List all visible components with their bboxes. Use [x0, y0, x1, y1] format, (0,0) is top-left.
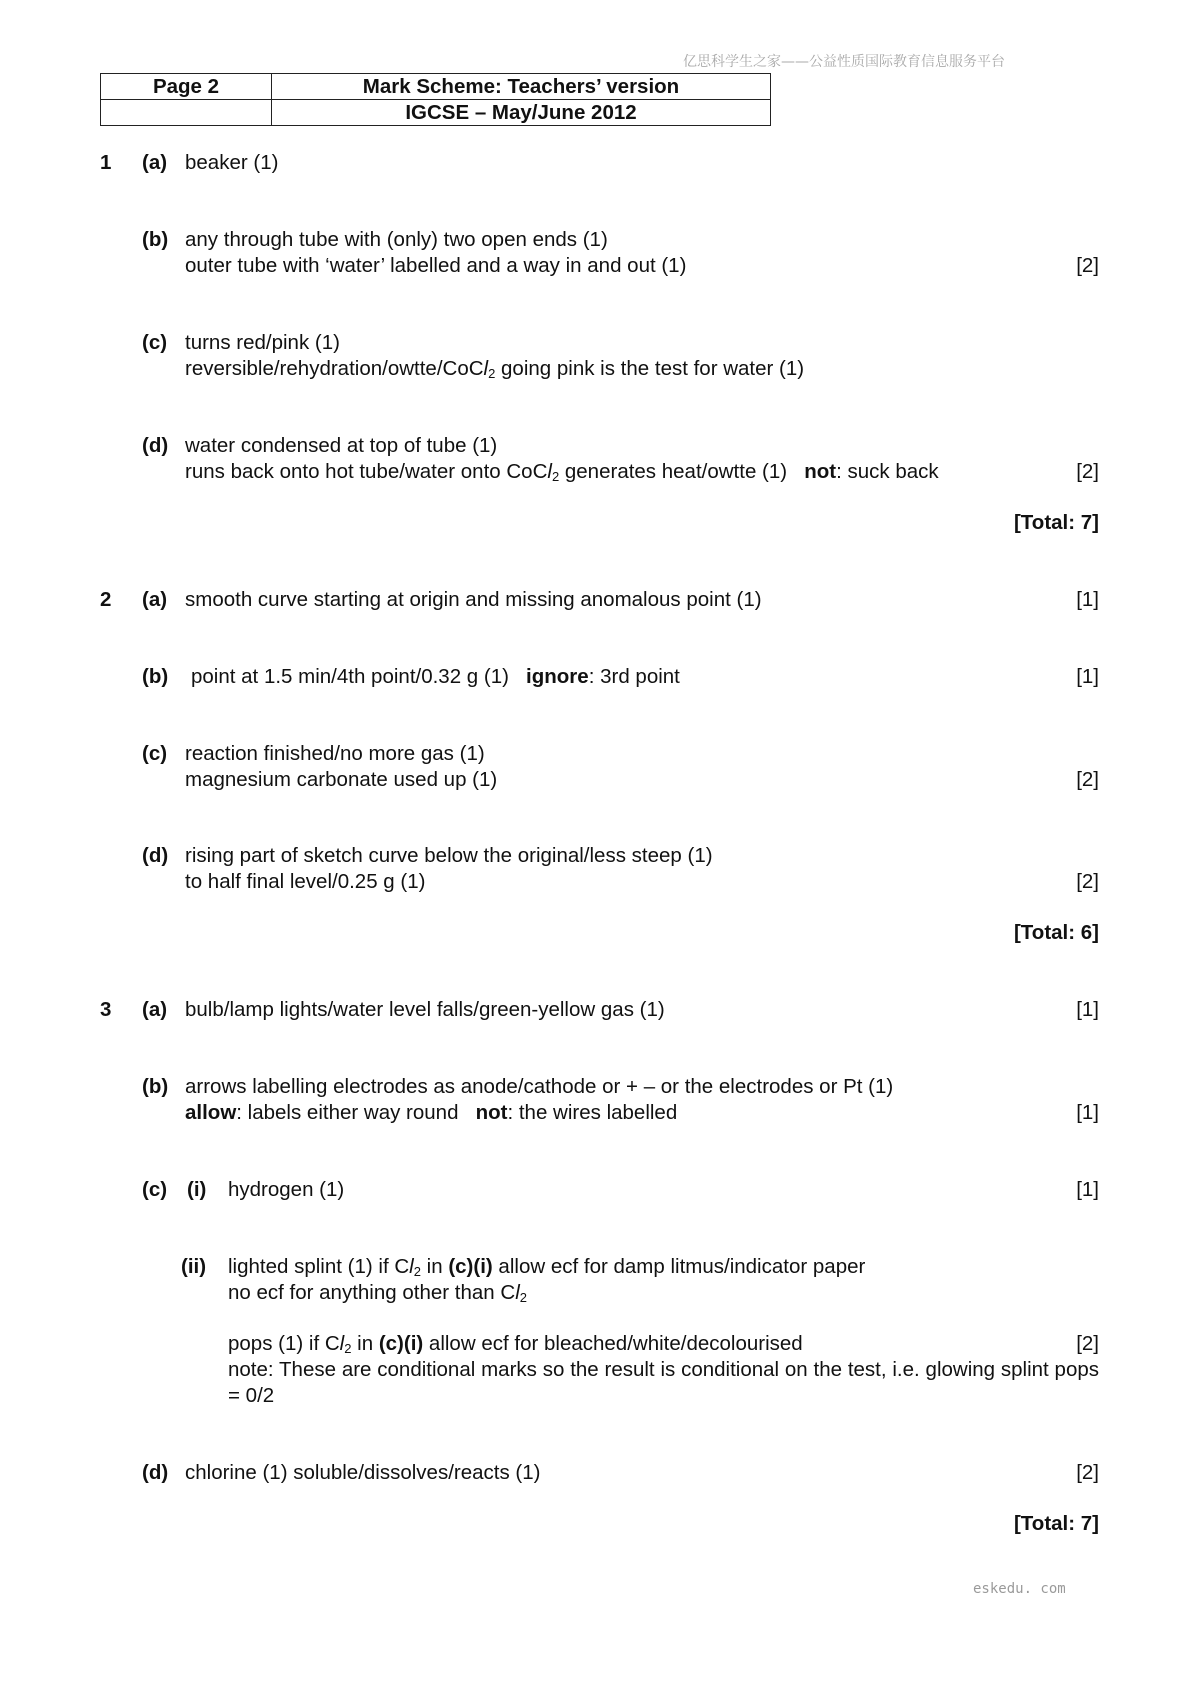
- answer-text: [228, 1280, 527, 1306]
- document-subtitle: IGCSE – May/June 2012: [272, 100, 771, 126]
- answer-text: beaker (1): [185, 151, 279, 174]
- chlorine-symbol-l: l: [339, 1332, 345, 1355]
- mark-allocation: [1]: [1076, 998, 1099, 1021]
- keyword-ignore: ignore: [526, 665, 589, 688]
- answer-text: smooth curve starting at origin and missing anomalous point (1): [185, 588, 762, 611]
- text-fragment: pops (1) if C: [228, 1332, 340, 1355]
- part-label: (b): [142, 665, 169, 688]
- answer-text: outer tube with ‘water’ labelled and a way in and out (1): [185, 254, 687, 277]
- mark-allocation: [2]: [1076, 254, 1099, 277]
- part-label: (c): [142, 331, 168, 354]
- page-number: Page 2: [101, 74, 272, 100]
- answer-text: arrows labelling electrodes as anode/cathode or + – or the electrodes or Pt (1): [185, 1075, 894, 1098]
- chlorine-symbol-l: l: [483, 357, 489, 380]
- mark-allocation: [1]: [1076, 588, 1099, 611]
- watermark-top: 亿思科学生之家——公益性质国际教育信息服务平台: [683, 54, 1005, 70]
- part-label: (a): [142, 588, 168, 611]
- answer-text: turns red/pink (1): [185, 331, 340, 354]
- subscript: 2: [519, 1290, 527, 1305]
- answer-text: [185, 356, 804, 382]
- text-fragment: reversible/rehydration/owtte/CoC: [185, 357, 484, 380]
- answer-text: hydrogen (1): [228, 1178, 345, 1201]
- text-fragment: : 3rd point: [588, 665, 680, 688]
- text-fragment: : the wires labelled: [507, 1101, 678, 1124]
- conditional-note: note: These are conditional marks so the result is conditional on the test, i.e. glowing splint pops = 0/2: [228, 1358, 1099, 1407]
- text-fragment: runs back onto hot tube/water onto CoC: [185, 460, 548, 483]
- mark-allocation: [2]: [1076, 870, 1099, 893]
- question-total: [Total: 7]: [1013, 1512, 1099, 1535]
- mark-allocation: [2]: [1076, 460, 1099, 483]
- keyword-allow: allow: [185, 1101, 237, 1124]
- text-fragment: : labels either way round: [236, 1101, 459, 1124]
- text-fragment: allow ecf for bleached/white/decolourised: [423, 1332, 803, 1355]
- subscript: 2: [551, 469, 560, 484]
- text-fragment: generates heat/owtte (1): [559, 460, 788, 483]
- answer-text: [191, 664, 680, 690]
- cross-reference: (c)(i): [378, 1332, 424, 1355]
- question-number: 3: [100, 998, 112, 1021]
- mark-allocation: [2]: [1076, 1332, 1099, 1355]
- text-fragment: going pink is the test for water (1): [495, 357, 805, 380]
- chlorine-symbol-l: l: [409, 1255, 414, 1278]
- part-label: (a): [142, 151, 168, 174]
- subpart-label: (ii): [181, 1255, 207, 1278]
- subscript: 2: [488, 366, 496, 381]
- header-empty-cell: [101, 100, 272, 126]
- mark-allocation: [2]: [1076, 768, 1099, 791]
- mark-allocation: [1]: [1076, 665, 1099, 688]
- question-number: 1: [100, 151, 112, 174]
- part-label: (c): [142, 1178, 168, 1201]
- answer-text: magnesium carbonate used up (1): [185, 768, 498, 791]
- watermark-bottom: eskedu. com: [973, 1581, 1066, 1597]
- mark-allocation: [1]: [1076, 1101, 1099, 1124]
- answer-text: [228, 1331, 803, 1357]
- text-fragment: : suck back: [836, 460, 939, 483]
- answer-text: to half final level/0.25 g (1): [185, 870, 426, 893]
- cross-reference: (c)(i): [448, 1255, 493, 1278]
- answer-text: [228, 1254, 865, 1280]
- chlorine-symbol-l: l: [515, 1281, 520, 1304]
- answer-text: [185, 1100, 677, 1126]
- page-header-table: [100, 73, 771, 126]
- subscript: 2: [413, 1264, 421, 1279]
- subpart-label: (i): [187, 1178, 207, 1201]
- keyword-not: not: [475, 1101, 508, 1124]
- question-total: [Total: 6]: [1013, 921, 1099, 944]
- part-label: (a): [142, 998, 168, 1021]
- answer-text: rising part of sketch curve below the original/less steep (1): [185, 844, 713, 867]
- answer-text: [185, 459, 939, 485]
- chlorine-symbol-l: l: [547, 460, 552, 483]
- answer-text: chlorine (1) soluble/dissolves/reacts (1): [185, 1461, 541, 1484]
- text-fragment: lighted splint (1) if C: [228, 1255, 410, 1278]
- part-label: (c): [142, 742, 168, 765]
- part-label: (d): [142, 1461, 169, 1484]
- text-fragment: in: [420, 1255, 449, 1278]
- answer-text: water condensed at top of tube (1): [185, 434, 498, 457]
- mark-allocation: [1]: [1076, 1178, 1099, 1201]
- mark-allocation: [2]: [1076, 1461, 1099, 1484]
- subscript: 2: [344, 1341, 352, 1356]
- document-title: Mark Scheme: Teachers’ version: [272, 74, 771, 100]
- keyword-not: not: [804, 460, 837, 483]
- answer-text: any through tube with (only) two open ends (1): [185, 228, 608, 251]
- answer-text: bulb/lamp lights/water level falls/green-yellow gas (1): [185, 998, 665, 1021]
- part-label: (b): [142, 1075, 169, 1098]
- part-label: (b): [142, 228, 169, 251]
- text-fragment: in: [351, 1332, 379, 1355]
- question-number: 2: [100, 588, 112, 611]
- part-label: (d): [142, 434, 169, 457]
- text-fragment: no ecf for anything other than C: [228, 1281, 516, 1304]
- question-total: [Total: 7]: [1013, 511, 1099, 534]
- text-fragment: allow ecf for damp litmus/indicator paper: [492, 1255, 866, 1278]
- answer-text: reaction finished/no more gas (1): [185, 742, 485, 765]
- text-fragment: point at 1.5 min/4th point/0.32 g (1): [191, 665, 509, 688]
- part-label: (d): [142, 844, 169, 867]
